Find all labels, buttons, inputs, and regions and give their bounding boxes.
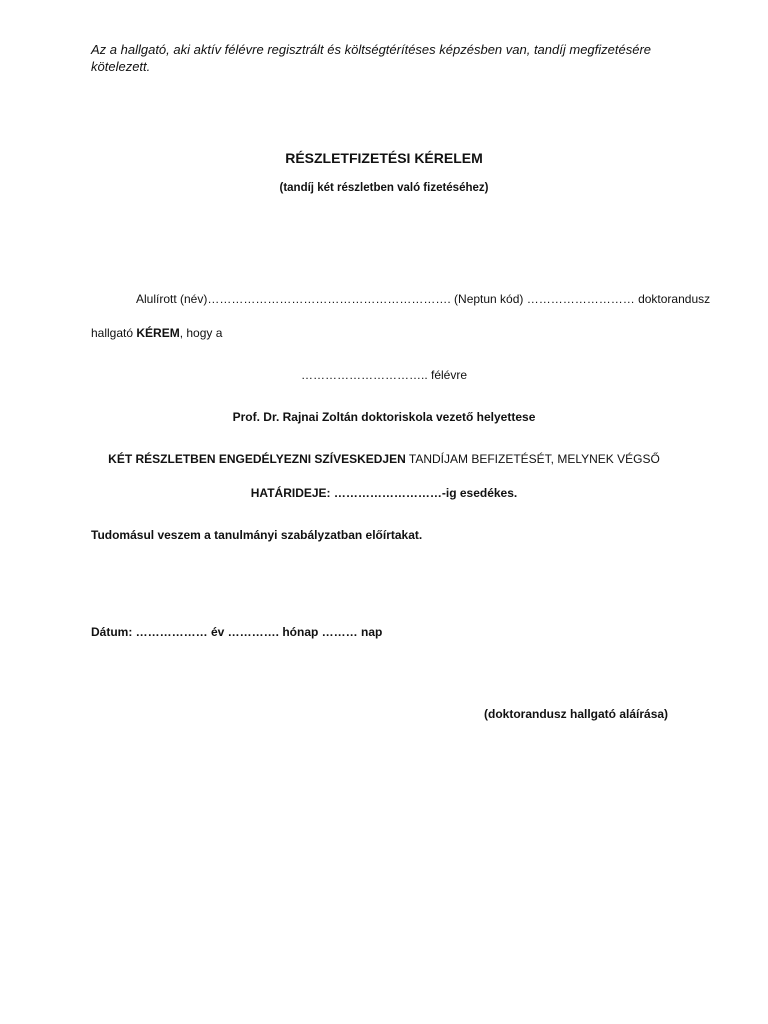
acknowledgement: Tudomásul veszem a tanulmányi szabályzatban előírtakat. [91,528,423,542]
addressee: Prof. Dr. Rajnai Zoltán doktoriskola vezető helyettese [232,410,536,424]
neptun-blank: ……………………… [526,292,635,306]
request-statement-bold: KÉT RÉSZLETBEN ENGEDÉLYEZNI SZÍVESKEDJEN [108,452,406,466]
document-title: RÉSZLETFIZETÉSI KÉRELEM [285,150,483,166]
date-line: Dátum: ……………… év …………. hónap ……… nap [91,625,383,639]
doctoral-label: doktorandusz [634,292,711,306]
fee-obligation-note: Az a hallgató, aki aktív félévre regisztrált és költségtérítéses képzésben van, tandíj megfizetésére kötelezett. [91,42,652,74]
student-label: hallgató [91,326,137,340]
semester-line: ………………………….. félévre [300,368,468,382]
name-label: Alulírott (név) [136,292,208,306]
name-blank: …………………………………………………… [207,292,448,306]
request-statement-line-1 [0,452,768,466]
request-intro-line [91,326,222,340]
neptun-label: . (Neptun kód) [447,292,527,306]
request-statement-line-2: HATÁRIDEJE: ………………………-ig esedékes. [250,486,518,500]
document-subtitle: (tandíj két részletben való fizetéséhez) [279,182,489,194]
name-neptun-line [136,292,710,306]
signature-label: (doktorandusz hallgató aláírása) [484,707,669,721]
request-intro-suffix: , hogy a [179,326,223,340]
request-statement-normal: TANDÍJAM BEFIZETÉSÉT, MELYNEK VÉGSŐ [405,452,660,466]
request-keyword: KÉREM [136,326,180,340]
